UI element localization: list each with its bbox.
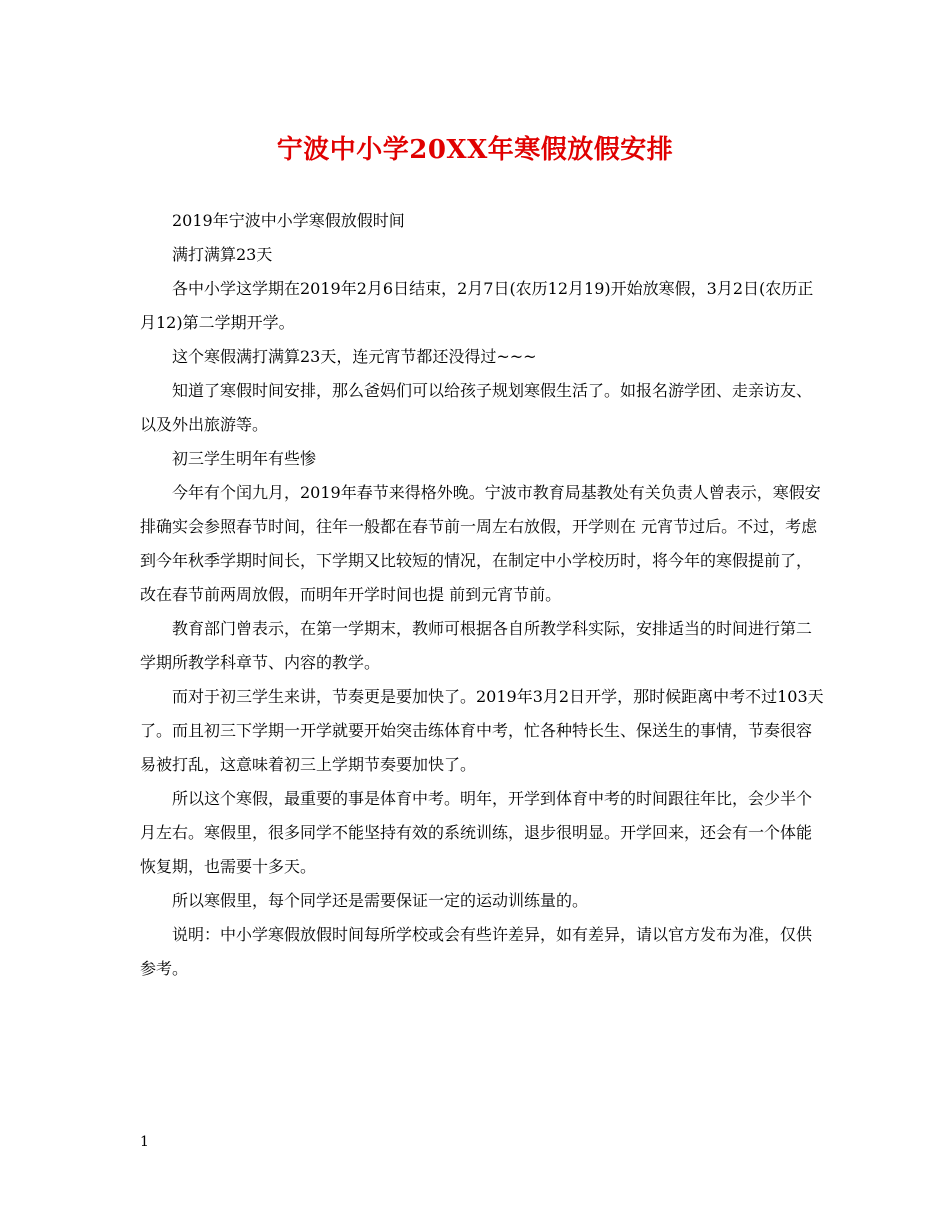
paragraph-7: 今年有个闰九月，2019年春节来得格外晚。宁波市教育局基教处有关负责人曾表示，寒假安排确实会参照春节时间，往年一般都在春节前一周左右放假，开学则在 元宵节过后。不过，考虑到今年秋季学期时间长，下学期又比较短的情况，在制定中小学校历时，将今年的寒假提前了，改在春节前两周放假，而明年开学时间也提 前到元宵节前。: [140, 483, 821, 604]
paragraph-4: 这个寒假满打满算23天，连元宵节都还没得过~~~: [172, 347, 537, 366]
paragraph-3: 各中小学这学期在2019年2月6日结束，2月7日(农历12月19)开始放寒假，3月2日(农历正月12)第二学期开学。: [140, 279, 814, 332]
paragraph-10: 所以这个寒假，最重要的事是体育中考。明年，开学到体育中考的时间跟往年比，会少半个月左右。寒假里，很多同学不能坚持有效的系统训练，退步很明显。开学回来，还会有一个体能恢复期，也需要十多天。: [140, 789, 813, 876]
paragraph-6: 初三学生明年有些惨: [172, 449, 317, 468]
page-number: 1: [140, 1134, 149, 1150]
paragraph-11: 所以寒假里，每个同学还是需要保证一定的运动训练量的。: [172, 891, 589, 910]
paragraph-1: 2019年宁波中小学寒假放假时间: [172, 211, 405, 230]
paragraph-2: 满打满算23天: [172, 245, 273, 264]
paragraph-12: 说明：中小学寒假放假时间每所学校或会有些许差异，如有差异，请以官方发布为准，仅供参考。: [140, 925, 813, 978]
paragraph-9: 而对于初三学生来讲，节奏更是要加快了。2019年3月2日开学，那时候距离中考不过103天了。而且初三下学期一开学就要开始突击练体育中考，忙各种特长生、保送生的事情，节奏很容易被打乱，这意味着初三上学期节奏要加快了。: [140, 687, 824, 774]
paragraph-5: 知道了寒假时间安排，那么爸妈们可以给孩子规划寒假生活了。如报名游学团、走亲访友、以及外出旅游等。: [140, 381, 813, 434]
paragraph-8: 教育部门曾表示，在第一学期末，教师可根据各自所教学科实际，安排适当的时间进行第二学期所教学科章节、内容的教学。: [140, 619, 813, 672]
document-title: 宁波中小学20XX年寒假放假安排: [276, 135, 674, 165]
document-body: [140, 204, 824, 986]
